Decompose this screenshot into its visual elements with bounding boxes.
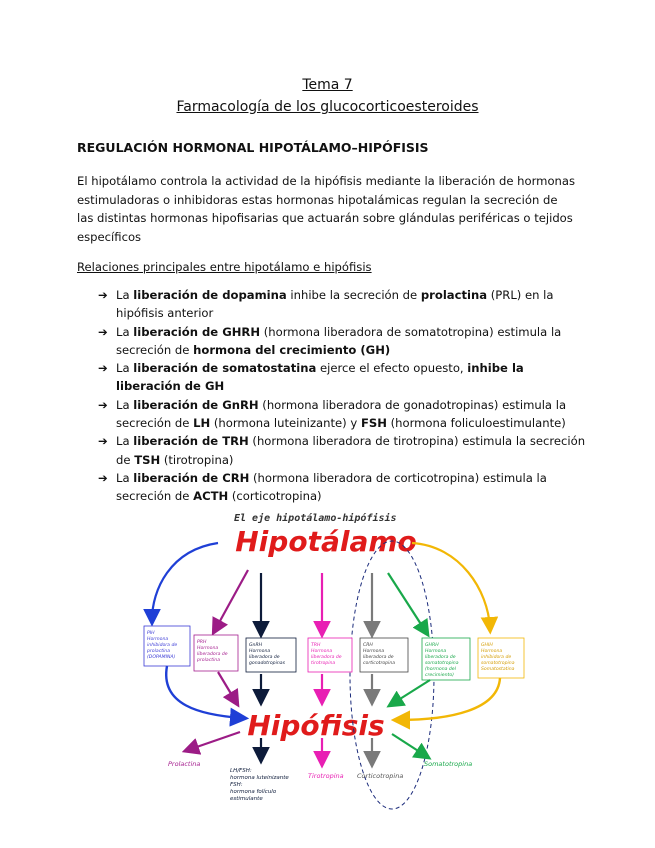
output-somatotropina: Somatotropina [424, 760, 473, 768]
svg-text:GnRH Hormona liber: GnRH Hormona liberadora de gonadotropinas [249, 643, 285, 666]
hypothalamus-pituitary-diagram [130, 510, 528, 810]
arrow-right-icon: ➔ [98, 288, 108, 302]
arrow-right-icon: ➔ [98, 361, 108, 376]
list-item: ➔ La liberación de CRH (hormona liberadora de corticotropina) estimula la secreción de ACTH (corticotropina) [98, 470, 547, 504]
svg-text:TRH Hormona libera: TRH Hormona liberadora de tirotropina [311, 643, 342, 666]
arrow-right-icon: ➔ [98, 324, 108, 339]
svg-text:PIH Hormona inhibi: PIH Hormona inhibidora de prolactina (DOPAMINA) [147, 631, 178, 660]
pituitary-label: Hipófisis [247, 709, 385, 742]
box-trh [308, 638, 352, 672]
arrow-right-icon: ➔ [98, 397, 108, 412]
output-prolactina: Prolactina [168, 760, 201, 768]
box-crh [360, 638, 408, 672]
svg-text:GHIH Hormona inhib: GHIH Hormona inhibidora de somatotropina Somatostatina [481, 643, 515, 672]
document-subtitle: Farmacología de los glucocorticoesteroides [176, 99, 479, 115]
diagram-caption: El eje hipotálamo-hipófisis [234, 513, 397, 524]
output-lh-fsh: LH/FSH: hormona luteinizante FSH: hormona folículo estimulante [230, 768, 289, 802]
relations-list [98, 286, 588, 506]
box-ghih [478, 638, 524, 678]
box-prh [194, 635, 238, 671]
box-pih [144, 626, 190, 666]
relations-subheading: Relaciones principales entre hipotálamo e hipófisis [77, 260, 372, 274]
list-item: ➔ La liberación de TRH (hormona liberadora de tirotropina) estimula la secreción de TSH (tirotropina) [98, 434, 586, 467]
svg-text:PRH Hormona libera: PRH Hormona liberadora de prolactina [197, 640, 228, 663]
arrow-right-icon: ➔ [98, 470, 108, 485]
svg-text:CRH Hormona libera: CRH Hormona liberadora de corticotropina [363, 643, 396, 666]
document-title: Tema 7 [302, 77, 353, 93]
list-item: ➔ La liberación de dopamina inhibe la secreción de prolactina (PRL) en la hipófisis anterior [98, 288, 554, 321]
hypothalamus-label: Hipotálamo [235, 525, 417, 558]
intro-paragraph: El hipotálamo controla la actividad de la hipófisis mediante la liberación de hormonas estimuladoras o inhibidoras estas hormonas hipotalámicas regulan la secreción de las distintas hormonas hipofisarias que actuarán sobre glándulas periféricas o tejidos específicos [77, 174, 576, 244]
svg-text:GHRH Hormona liber: GHRH Hormona liberadora de somatotropina (hormona del crecimiento) [425, 643, 459, 678]
box-ghrh [422, 638, 470, 680]
list-item: ➔ La liberación de GnRH (hormona liberadora de gonadotropinas) estimula la secreción de LH (hormona luteinizante) y FSH (hormona foliculoestimulante) [98, 397, 567, 431]
list-item: ➔ La liberación de GHRH (hormona liberadora de somatotropina) estimula la secreción de hormona del crecimiento (GH) [98, 324, 562, 357]
section-heading: REGULACIÓN HORMONAL HIPOTÁLAMO–HIPÓFISIS [77, 140, 429, 155]
list-item: ➔ La liberación de somatostatina ejerce el efecto opuesto, inhibe la liberación de GH [98, 361, 524, 394]
arrow-right-icon: ➔ [98, 434, 108, 449]
output-corticotropina: Corticotropina [357, 772, 404, 780]
box-gnrh [246, 638, 296, 672]
output-tirotropina: Tirotropina [308, 772, 344, 780]
